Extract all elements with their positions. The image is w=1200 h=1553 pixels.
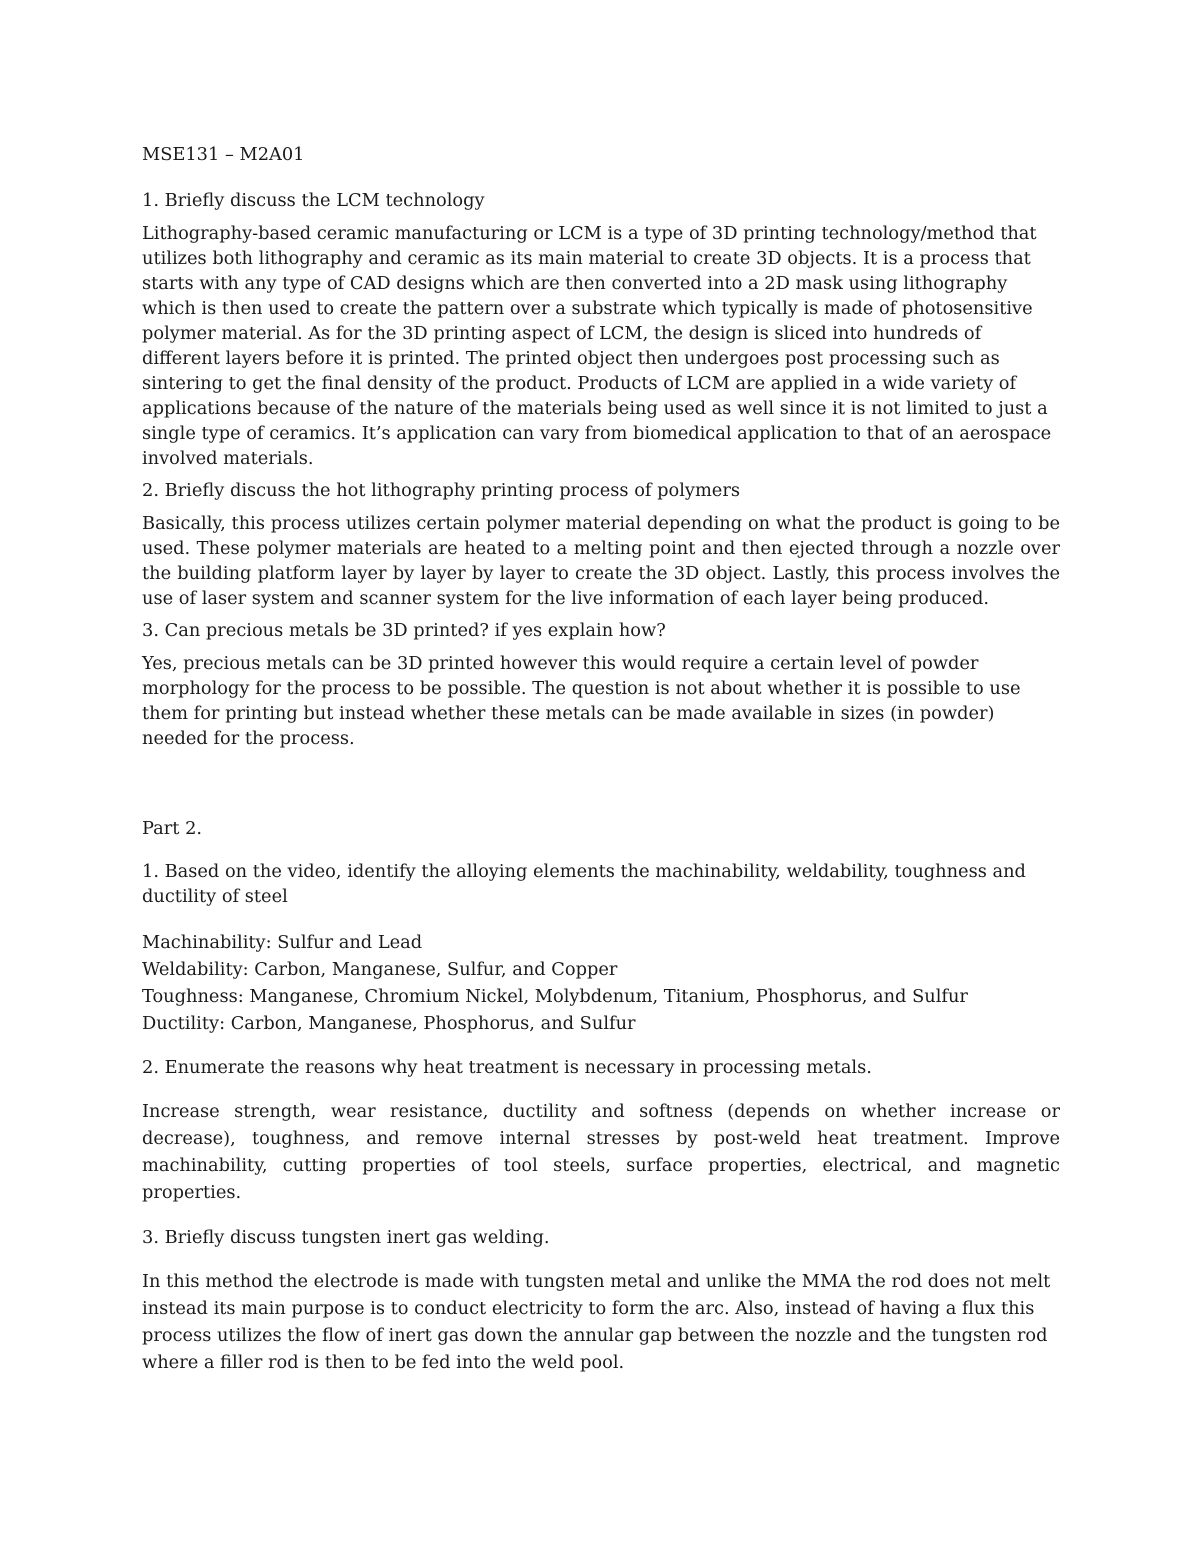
part2-answer-3: In this method the electrode is made with tungsten metal and unlike the MMA the rod does not melt instead its main purpose is to conduct electricity to form the arc. Also, instead of having a flux this process utilizes the flow of inert gas down the annular gap between the nozzle and the tungsten rod where a filler rod is then to be fed into the weld pool. [142, 1271, 1051, 1373]
part1-question-2: 2. Briefly discuss the hot lithography printing process of polymers [142, 480, 740, 501]
list-item: Weldability: Carbon, Manganese, Sulfur, and Copper [142, 959, 618, 980]
part2-question-1: 1. Based on the video, identify the alloying elements the machinability, weldability, toughness and ductility of steel [142, 861, 1026, 907]
part1-question-3: 3. Can precious metals be 3D printed? if yes explain how? [142, 620, 666, 641]
document-title: MSE131 – M2A01 [142, 144, 305, 165]
list-item: Ductility: Carbon, Manganese, Phosphorus, and Sulfur [142, 1013, 636, 1034]
part1-answer-1: Lithography-based ceramic manufacturing or LCM is a type of 3D printing technology/method that utilizes both lithography and ceramic as its main material to create 3D objects. It is a process that starts with any type of CAD designs which are then converted into a 2D mask using lithography which is then used to create the pattern over a substrate which typically is made of photosensitive polymer material. As for the 3D printing aspect of LCM, the design is sliced into hundreds of different layers before it is printed. The printed object then undergoes post processing such as sintering to get the final density of the product. Products of LCM are applied in a wide variety of applications because of the nature of the materials being used as well since it is not limited to just a single type of ceramics. It’s application can vary from biomedical application to that of an aerospace involved materials. [142, 223, 1052, 469]
part2-heading: Part 2. [142, 818, 203, 839]
list-item: Toughness: Manganese, Chromium Nickel, Molybdenum, Titanium, Phosphorus, and Sulfur [142, 986, 968, 1007]
part2-question-3: 3. Briefly discuss tungsten inert gas welding. [142, 1227, 550, 1248]
alloying-elements-list [142, 929, 1060, 1037]
part2-question-2: 2. Enumerate the reasons why heat treatment is necessary in processing metals. [142, 1057, 872, 1078]
list-item: Machinability: Sulfur and Lead [142, 932, 423, 953]
part1-question-1: 1. Briefly discuss the LCM technology [142, 190, 485, 211]
part1-answer-2: Basically, this process utilizes certain polymer material depending on what the product is going to be used. These polymer materials are heated to a melting point and then ejected through a nozzle over the building platform layer by layer by layer to create the 3D object. Lastly, this process involves the use of laser system and scanner system for the live information of each layer being produced. [142, 513, 1060, 609]
part2-answer-2: Increase strength, wear resistance, ductility and softness (depends on whether increase or decrease), toughness, and remove internal stresses by post-weld heat treatment. Improve machinability, cutting properties of tool steels, surface properties, electrical, and magnetic properties. [142, 1101, 1060, 1203]
document-content [142, 142, 1060, 1376]
part1-answer-3: Yes, precious metals can be 3D printed however this would require a certain level of powder morphology for the process to be possible. The question is not about whether it is possible to use them for printing but instead whether these metals can be made available in sizes (in powder) needed for the process. [142, 653, 1021, 749]
